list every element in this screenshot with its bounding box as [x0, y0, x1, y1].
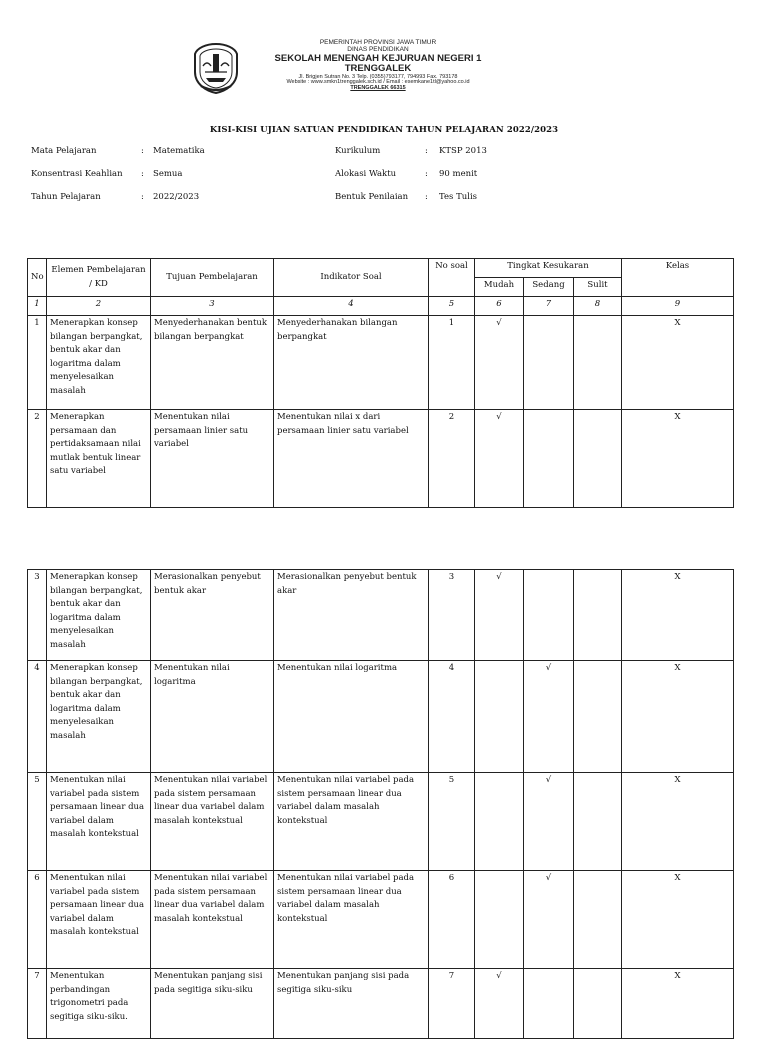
- row-no: 3: [28, 570, 47, 661]
- letterhead-school: SEKOLAH MENENGAH KEJURUAN NEGERI 1: [274, 52, 482, 64]
- row-no: 2: [28, 410, 47, 508]
- row-question-no: 7: [429, 969, 475, 1039]
- row-class: X: [622, 969, 734, 1039]
- table-row: [28, 410, 734, 508]
- row-question-no: 1: [429, 316, 475, 410]
- row-question-no: 5: [429, 773, 475, 871]
- row-class: X: [622, 661, 734, 773]
- letterhead-website: Website : www.smkn1trenggalek.sch.id / Email : esemkane1tl@yahoo.co.id: [286, 79, 470, 86]
- subject-label: Mata Pelajaran: [31, 146, 97, 156]
- numbering-cell: 4: [274, 297, 429, 316]
- row-class: X: [622, 410, 734, 508]
- header-difficulty: Tingkat Kesukaran: [475, 259, 622, 278]
- letterhead-address: Jl. Brigjen Sutran No. 3 Telp. (0355)793177, 794993 Fax. 793178: [298, 73, 458, 80]
- table-row: [28, 570, 734, 661]
- subject-value: Matematika: [153, 146, 205, 156]
- year-label: Tahun Pelajaran: [31, 192, 101, 202]
- numbering-cell: 1: [28, 297, 47, 316]
- numbering-cell: 2: [47, 297, 151, 316]
- row-easy: √: [475, 410, 524, 508]
- numbering-cell: 6: [475, 297, 524, 316]
- header-indicator: Indikator Soal: [274, 259, 429, 297]
- kisi-table-part-2: [27, 569, 734, 1039]
- row-goal: Merasionalkan penyebut bentuk akar: [151, 570, 274, 661]
- row-no: 5: [28, 773, 47, 871]
- row-class: X: [622, 570, 734, 661]
- row-indicator: Menentukan nilai x dari persamaan linier satu variabel: [274, 410, 429, 508]
- row-hard: [574, 969, 622, 1039]
- assessment-label: Bentuk Penilaian: [335, 192, 409, 202]
- letterhead: [193, 40, 503, 98]
- row-hard: [574, 661, 622, 773]
- header-no: No: [28, 259, 47, 297]
- header-row: [28, 259, 734, 278]
- table-row: [28, 969, 734, 1039]
- row-question-no: 4: [429, 661, 475, 773]
- row-goal: Menyederhanakan bentuk bilangan berpangkat: [151, 316, 274, 410]
- numbering-cell: 7: [524, 297, 574, 316]
- row-goal: Menentukan nilai variabel pada sistem persamaan linear dua variabel dalam masalah kontekstual: [151, 871, 274, 969]
- row-hard: [574, 410, 622, 508]
- table-row: [28, 871, 734, 969]
- row-element: Menerapkan persamaan dan pertidaksamaan nilai mutlak bentuk linear satu variabel: [47, 410, 151, 508]
- curriculum-value: KTSP 2013: [439, 146, 487, 156]
- header-element: Elemen Pembelajaran / KD: [47, 259, 151, 297]
- row-goal: Menentukan nilai persamaan linier satu variabel: [151, 410, 274, 508]
- row-no: 7: [28, 969, 47, 1039]
- numbering-cell: 3: [151, 297, 274, 316]
- header-easy: Mudah: [475, 278, 524, 297]
- numbering-cell: 8: [574, 297, 622, 316]
- row-indicator: Merasionalkan penyebut bentuk akar: [274, 570, 429, 661]
- assessment-value: Tes Tulis: [439, 192, 478, 202]
- row-element: Menerapkan konsep bilangan berpangkat, bentuk akar dan logaritma dalam menyelesaikan masalah: [47, 316, 151, 410]
- concentration-value: Semua: [153, 169, 183, 179]
- concentration-colon: :: [141, 169, 144, 179]
- assessment-colon: :: [425, 192, 428, 202]
- document-title: KISI-KISI UJIAN SATUAN PENDIDIKAN TAHUN PELAJARAN 2022/2023: [209, 125, 559, 135]
- numbering-row: [28, 297, 734, 316]
- row-medium: [524, 316, 574, 410]
- row-easy: √: [475, 969, 524, 1039]
- header-goal: Tujuan Pembelajaran: [151, 259, 274, 297]
- row-hard: [574, 316, 622, 410]
- time-label: Alokasi Waktu: [335, 169, 397, 179]
- kisi-table-part-1: [27, 258, 734, 508]
- row-medium: √: [524, 661, 574, 773]
- row-goal: Menentukan panjang sisi pada segitiga siku-siku: [151, 969, 274, 1039]
- row-class: X: [622, 871, 734, 969]
- row-no: 4: [28, 661, 47, 773]
- curriculum-colon: :: [425, 146, 428, 156]
- time-colon: :: [425, 169, 428, 179]
- table-row: [28, 661, 734, 773]
- letterhead-city: TRENGGALEK: [344, 62, 412, 74]
- year-value: 2022/2023: [153, 192, 200, 202]
- row-medium: [524, 410, 574, 508]
- row-indicator: Menentukan nilai variabel pada sistem persamaan linear dua variabel dalam masalah kontekstual: [274, 773, 429, 871]
- school-crest-logo: [193, 42, 239, 94]
- row-indicator: Menentukan nilai variabel pada sistem persamaan linear dua variabel dalam masalah kontekstual: [274, 871, 429, 969]
- row-no: 6: [28, 871, 47, 969]
- header-hard: Sulit: [574, 278, 622, 297]
- row-goal: Menentukan nilai variabel pada sistem persamaan linear dua variabel dalam masalah kontekstual: [151, 773, 274, 871]
- row-easy: [475, 871, 524, 969]
- header-question-no: No soal: [429, 259, 475, 297]
- row-element: Menentukan perbandingan trigonometri pada segitiga siku-siku.: [47, 969, 151, 1039]
- subject-colon: :: [141, 146, 144, 156]
- row-element: Menerapkan konsep bilangan berpangkat, bentuk akar dan logaritma dalam menyelesaikan masalah: [47, 570, 151, 661]
- letterhead-government: PEMERINTAH PROVINSI JAWA TIMUR: [319, 39, 437, 46]
- row-medium: √: [524, 871, 574, 969]
- row-medium: [524, 969, 574, 1039]
- row-indicator: Menentukan panjang sisi pada segitiga siku-siku: [274, 969, 429, 1039]
- header-class: Kelas: [622, 259, 734, 297]
- row-element: Menentukan nilai variabel pada sistem persamaan linear dua variabel dalam masalah kontekstual: [47, 773, 151, 871]
- row-no: 1: [28, 316, 47, 410]
- row-hard: [574, 570, 622, 661]
- row-medium: √: [524, 773, 574, 871]
- row-element: Menerapkan konsep bilangan berpangkat, bentuk akar dan logaritma dalam menyelesaikan masalah: [47, 661, 151, 773]
- row-easy: [475, 773, 524, 871]
- row-easy: √: [475, 316, 524, 410]
- numbering-cell: 5: [429, 297, 475, 316]
- row-indicator: Menyederhanakan bilangan berpangkat: [274, 316, 429, 410]
- row-easy: √: [475, 570, 524, 661]
- letterhead-department: DINAS PENDIDIKAN: [347, 45, 409, 53]
- row-indicator: Menentukan nilai logaritma: [274, 661, 429, 773]
- table-row: [28, 316, 734, 410]
- header-medium: Sedang: [524, 278, 574, 297]
- curriculum-label: Kurikulum: [335, 146, 381, 156]
- letterhead-postal: TRENGGALEK 66315: [350, 85, 406, 92]
- numbering-cell: 9: [622, 297, 734, 316]
- concentration-label: Konsentrasi Keahlian: [31, 169, 123, 179]
- row-medium: [524, 570, 574, 661]
- row-easy: [475, 661, 524, 773]
- year-colon: :: [141, 192, 144, 202]
- row-hard: [574, 773, 622, 871]
- row-hard: [574, 871, 622, 969]
- row-question-no: 3: [429, 570, 475, 661]
- row-class: X: [622, 773, 734, 871]
- time-value: 90 menit: [439, 169, 478, 179]
- table-row: [28, 773, 734, 871]
- row-goal: Menentukan nilai logaritma: [151, 661, 274, 773]
- row-question-no: 2: [429, 410, 475, 508]
- row-class: X: [622, 316, 734, 410]
- row-element: Menentukan nilai variabel pada sistem persamaan linear dua variabel dalam masalah kontekstual: [47, 871, 151, 969]
- row-question-no: 6: [429, 871, 475, 969]
